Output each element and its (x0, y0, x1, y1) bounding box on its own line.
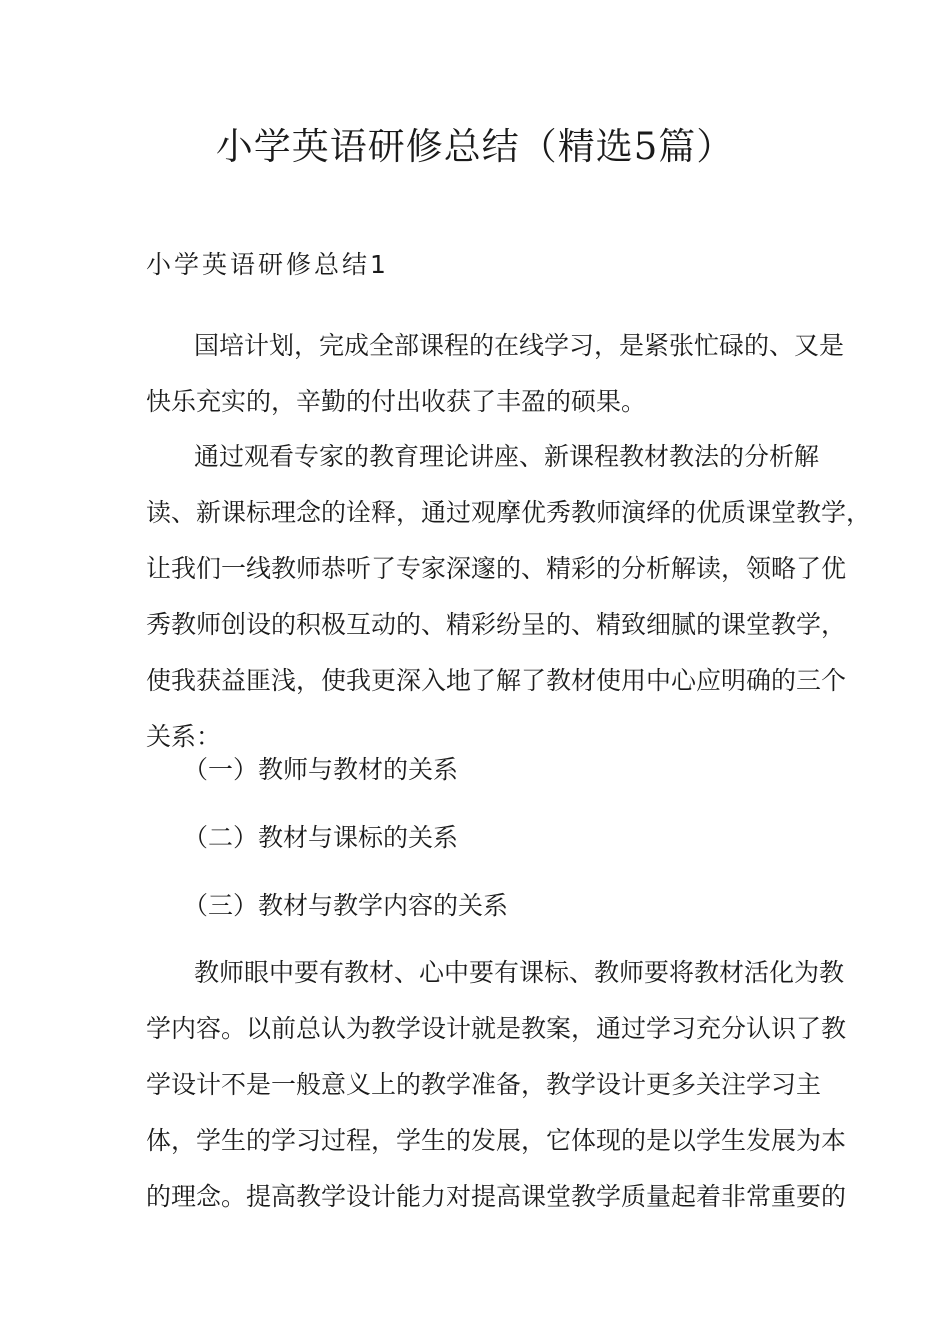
paragraph-2-line: 读、新课标理念的诠释，通过观摩优秀教师演绎的优质课堂教学， (146, 498, 872, 527)
paragraph-1-line: 国培计划，完成全部课程的在线学习，是紧张忙碌的、又是 (194, 331, 845, 360)
paragraph-2-line: 秀教师创设的积极互动的、精彩纷呈的、精致细腻的课堂教学， (146, 610, 847, 639)
section-heading: 小学英语研修总结1 (146, 250, 389, 279)
paragraph-2-line: 让我们一线教师恭听了专家深邃的、精彩的分析解读，领略了优 (146, 554, 847, 583)
list-item: （三）教材与教学内容的关系 (183, 891, 509, 920)
paragraph-2 (146, 429, 872, 765)
paragraph-3 (146, 945, 847, 1225)
paragraph-3-line: 的理念。提高教学设计能力对提高课堂教学质量起着非常重要的 (146, 1182, 847, 1211)
paragraph-1 (146, 318, 845, 430)
paragraph-2-line: 使我获益匪浅，使我更深入地了解了教材使用中心应明确的三个 (146, 666, 847, 695)
paragraph-1-line: 快乐充实的，辛勤的付出收获了丰盈的硕果。 (146, 387, 647, 416)
paragraph-3-line: 体，学生的学习过程，学生的发展，它体现的是以学生发展为本 (146, 1126, 847, 1155)
paragraph-3-line: 学内容。以前总认为教学设计就是教案，通过学习充分认识了教 (146, 1014, 847, 1043)
list-item: （一）教师与教材的关系 (183, 755, 459, 784)
paragraph-3-line: 学设计不是一般意义上的教学准备，教学设计更多关注学习主 (146, 1070, 822, 1099)
document-title: 小学英语研修总结（精选5篇） (215, 125, 735, 168)
paragraph-3-line: 教师眼中要有教材、心中要有课标、教师要将教材活化为教 (194, 958, 845, 987)
list-item: （二）教材与课标的关系 (183, 823, 459, 852)
paragraph-2-line: 关系： (146, 722, 222, 751)
paragraph-2-line: 通过观看专家的教育理论讲座、新课程教材教法的分析解 (194, 442, 820, 471)
